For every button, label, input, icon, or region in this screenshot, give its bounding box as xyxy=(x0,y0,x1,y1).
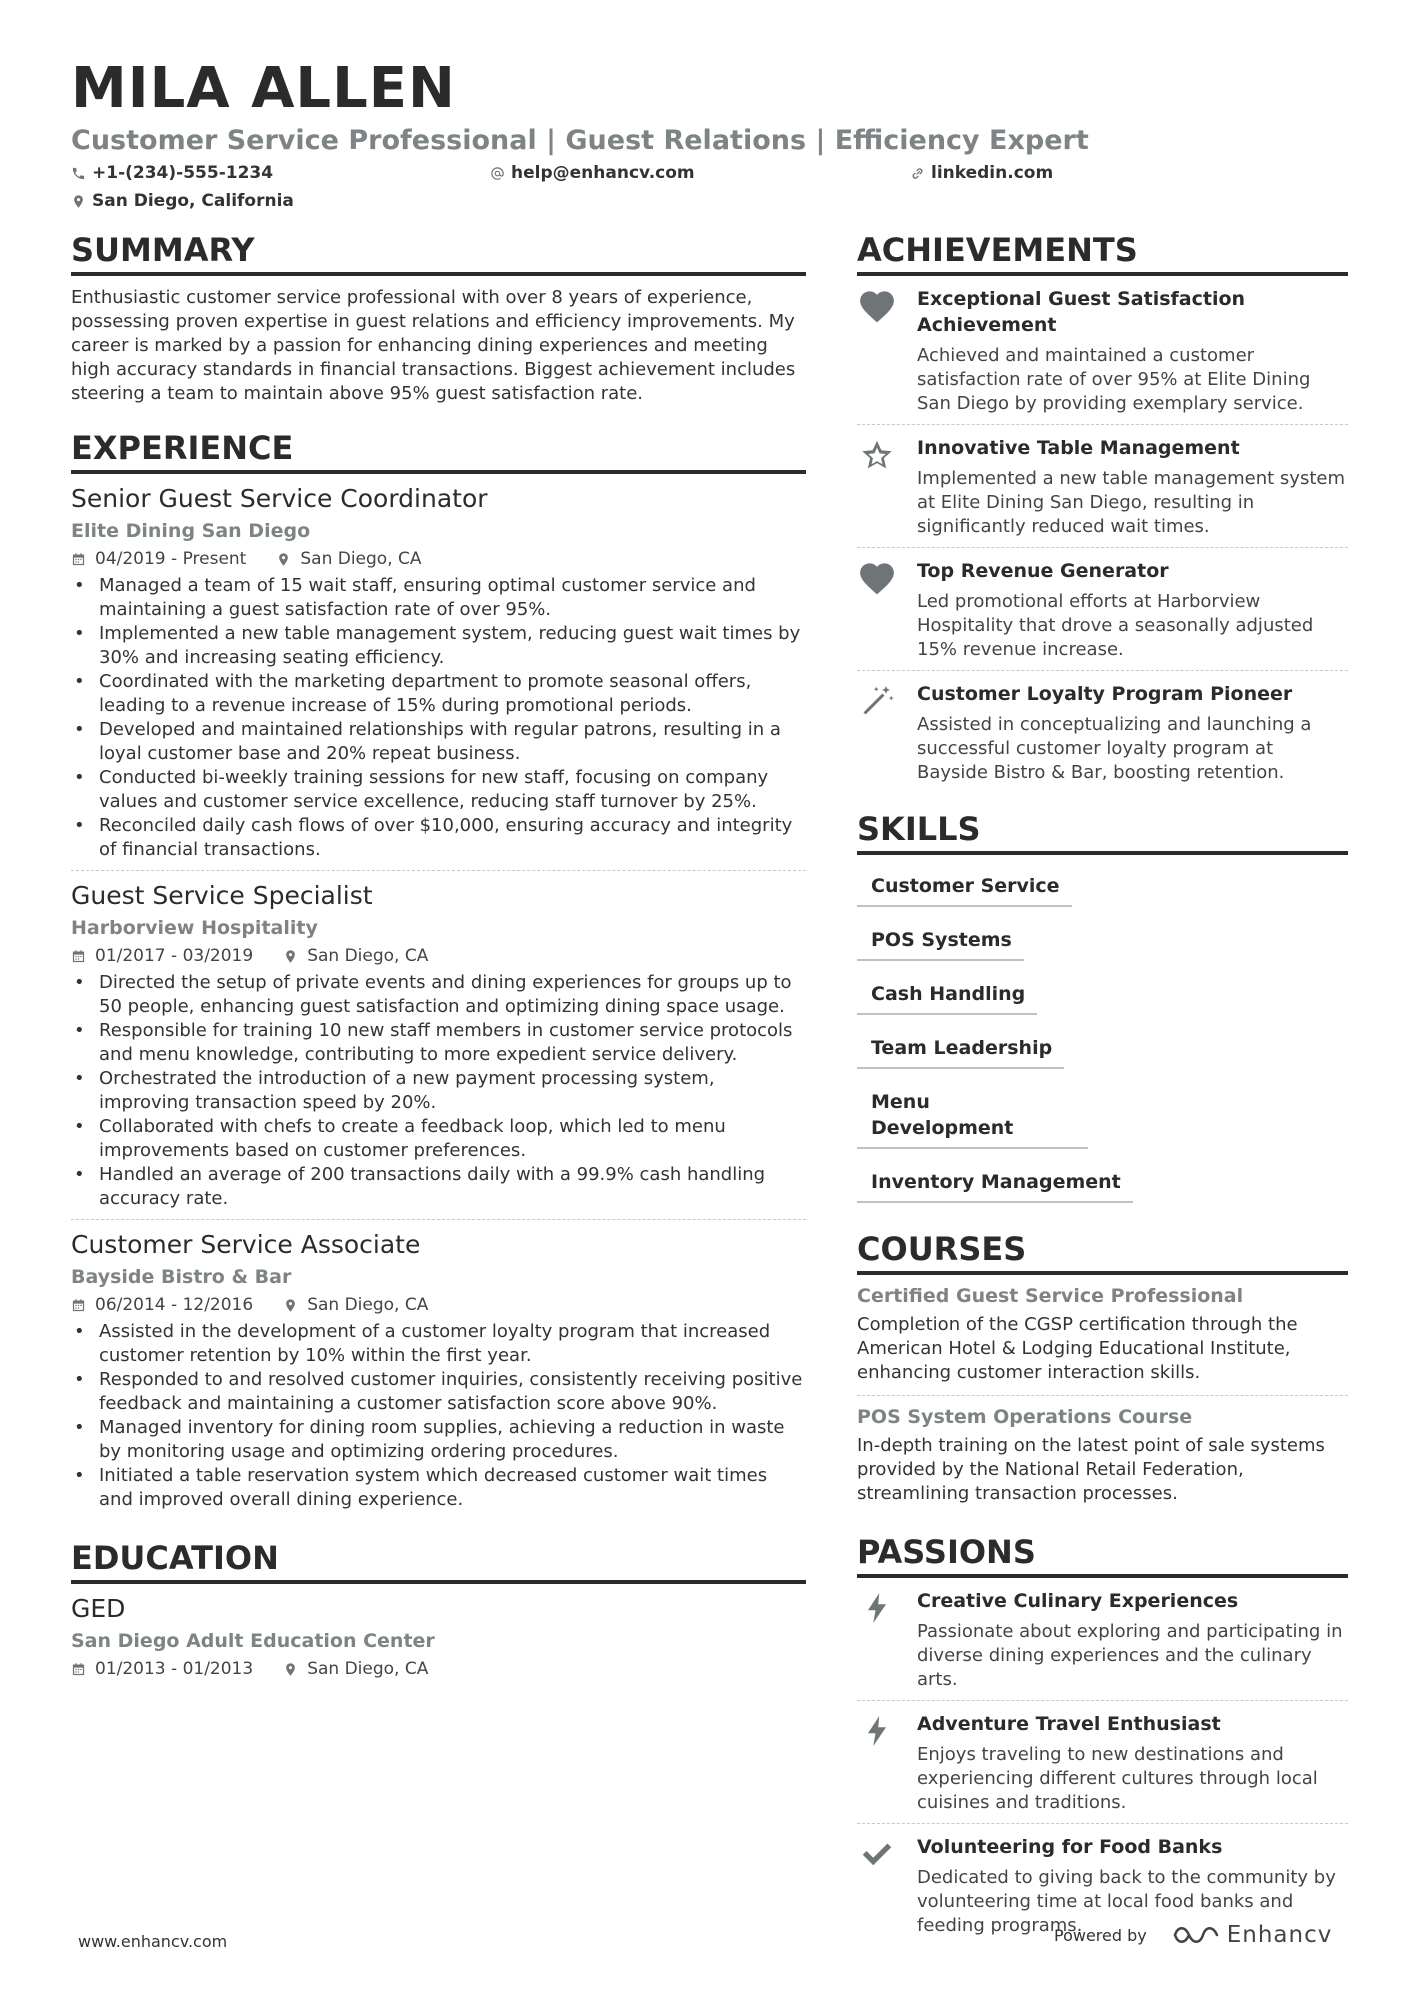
job-title: Guest Service Specialist xyxy=(71,881,373,910)
email-text[interactable]: help@enhancv.com xyxy=(511,163,695,183)
job-dates xyxy=(71,1292,253,1318)
contact-row-2 xyxy=(71,188,1341,214)
course-desc: In-depth training on the latest point of sale systems provided by the National Retail Federation, streamlining transaction processes. xyxy=(857,1435,1325,1504)
contact-email xyxy=(490,160,910,186)
achievement-icon-wrap xyxy=(857,681,917,785)
course-title: POS System Operations Course xyxy=(857,1406,1193,1428)
passion-icon-wrap xyxy=(857,1588,917,1692)
job-location xyxy=(283,943,428,969)
candidate-name: MILA ALLEN xyxy=(71,56,456,121)
job-meta xyxy=(71,546,806,572)
job-location-text: San Diego, CA xyxy=(300,549,422,569)
at-icon xyxy=(490,166,505,181)
job-dates-text: 01/2017 - 03/2019 xyxy=(95,946,254,966)
course-item xyxy=(857,1395,1348,1516)
job-bullets xyxy=(71,574,806,862)
job-bullet: • Initiated a table reservation system which decreased customer wait times and improved overall dining experience. xyxy=(71,1464,806,1512)
contact-row xyxy=(71,160,1341,186)
location-pin-icon xyxy=(283,1662,298,1677)
education-location xyxy=(283,1656,428,1682)
experience-section xyxy=(71,430,806,1520)
passion-icon-wrap xyxy=(857,1711,917,1815)
candidate-tagline: Customer Service Professional | Guest Relations | Efficiency Expert xyxy=(71,125,1089,156)
skill-tag: Customer Service xyxy=(857,869,1072,907)
skill-tag: Cash Handling xyxy=(857,977,1037,1015)
skills-section xyxy=(857,811,1348,1203)
job-bullet: • Developed and maintained relationships with regular patrons, resulting in a loyal customer base and 20% repeat business. xyxy=(71,718,806,766)
job-bullet: • Collaborated with chefs to create a feedback loop, which led to menu improvements based on customer preferences. xyxy=(71,1115,806,1163)
achievement-icon-wrap xyxy=(857,558,917,662)
passion-title: Volunteering for Food Banks xyxy=(917,1836,1223,1858)
achievement-body xyxy=(917,435,1348,539)
job-dates xyxy=(71,943,253,969)
achievements-section xyxy=(857,232,1348,793)
passion-desc: Passionate about exploring and participating in diverse dining experiences and the culinary arts. xyxy=(917,1621,1343,1690)
skill-tag: Inventory Management xyxy=(857,1165,1133,1203)
job-bullet: • Managed a team of 15 wait staff, ensuring optimal customer service and maintaining a guest satisfaction rate of over 95%. xyxy=(71,574,806,622)
summary-section xyxy=(71,232,806,406)
location-text: San Diego, California xyxy=(92,191,294,211)
education-meta xyxy=(71,1656,806,1682)
education-degree: GED xyxy=(71,1594,126,1623)
job-meta xyxy=(71,1292,806,1318)
job-dates-text: 06/2014 - 12/2016 xyxy=(95,1295,254,1315)
courses-title: COURSES xyxy=(857,1231,1348,1275)
achievement-item xyxy=(857,424,1348,547)
achievement-desc: Achieved and maintained a customer satisfaction rate of over 95% at Elite Dining San Diego by providing exemplary service. xyxy=(917,345,1311,414)
passion-title: Creative Culinary Experiences xyxy=(917,1590,1239,1612)
course-desc: Completion of the CGSP certification through the American Hotel & Lodging Educational Institute, enhancing customer interaction skills. xyxy=(857,1314,1298,1383)
calendar-icon xyxy=(71,552,86,567)
achievement-item xyxy=(857,547,1348,670)
linkedin-text[interactable]: linkedin.com xyxy=(931,163,1054,183)
job-bullets xyxy=(71,971,806,1211)
passion-body xyxy=(917,1588,1348,1692)
education-title: EDUCATION xyxy=(71,1540,806,1584)
star-icon xyxy=(857,437,897,473)
achievement-title: Customer Loyalty Program Pioneer xyxy=(917,683,1293,705)
link-icon xyxy=(910,166,925,181)
enhancv-brand-text: Enhancv xyxy=(1226,1922,1333,1948)
passions-section xyxy=(857,1534,1348,1946)
contact-linkedin xyxy=(910,160,1053,186)
achievement-desc: Assisted in conceptualizing and launching a successful customer loyalty program at Bayside Bistro & Bar, boosting retention. xyxy=(917,714,1312,783)
job-bullet: • Responsible for training 10 new staff members in customer service protocols and menu knowledge, contributing to more expedient service delivery. xyxy=(71,1019,806,1067)
job-bullets xyxy=(71,1320,806,1512)
location-pin-icon xyxy=(71,194,86,209)
location-pin-icon xyxy=(283,1298,298,1313)
achievement-icon-wrap xyxy=(857,435,917,539)
job-title: Senior Guest Service Coordinator xyxy=(71,484,488,513)
checkmark-icon xyxy=(857,1836,897,1872)
job-location-text: San Diego, CA xyxy=(307,946,429,966)
passion-desc: Dedicated to giving back to the community by volunteering time at local food banks and feeding programs. xyxy=(917,1867,1336,1936)
summary-text: Enthusiastic customer service professional with over 8 years of experience, possessing proven expertise in guest relations and efficiency improvements. My career is marked by a passion for enhancing dining experiences and meeting high accuracy standards in financial transactions. Biggest achievement includes steering a team to maintain above 95% guest satisfaction rate. xyxy=(71,287,796,404)
heart-icon xyxy=(857,288,897,324)
job-bullet: • Assisted in the development of a customer loyalty program that increased customer retention by 10% within the first year. xyxy=(71,1320,806,1368)
footer-website[interactable]: www.enhancv.com xyxy=(78,1932,228,1951)
job-bullet: • Directed the setup of private events and dining experiences for groups up to 50 people, enhancing guest satisfaction and optimizing dining space usage. xyxy=(71,971,806,1019)
achievement-desc: Led promotional efforts at Harborview Hospitality that drove a seasonally adjusted 15% revenue increase. xyxy=(917,591,1314,660)
job-location xyxy=(276,546,421,572)
achievement-title: Exceptional Guest Satisfaction Achievement xyxy=(917,288,1246,336)
achievement-item xyxy=(857,276,1348,424)
footer-branding xyxy=(1054,1922,1332,1948)
job-dates-text: 04/2019 - Present xyxy=(95,549,247,569)
passions-title: PASSIONS xyxy=(857,1534,1348,1578)
courses-section xyxy=(857,1231,1348,1516)
calendar-icon xyxy=(71,949,86,964)
magic-wand-icon xyxy=(857,683,897,719)
achievements-title: ACHIEVEMENTS xyxy=(857,232,1348,276)
experience-title: EXPERIENCE xyxy=(71,430,806,474)
passion-title: Adventure Travel Enthusiast xyxy=(917,1713,1221,1735)
lightning-icon xyxy=(857,1713,897,1749)
location-pin-icon xyxy=(283,949,298,964)
lightning-icon xyxy=(857,1590,897,1626)
passion-desc: Enjoys traveling to new destinations and experiencing different cultures through local cuisines and traditions. xyxy=(917,1744,1318,1813)
passion-item xyxy=(857,1578,1348,1700)
job-bullet: • Responded to and resolved customer inquiries, consistently receiving positive feedback and maintaining a customer satisfaction score above 90%. xyxy=(71,1368,806,1416)
achievement-icon-wrap xyxy=(857,286,917,416)
job-location xyxy=(283,1292,428,1318)
enhancv-logo-icon xyxy=(1171,1922,1219,1948)
enhancv-logo[interactable] xyxy=(1171,1922,1333,1948)
calendar-icon xyxy=(71,1298,86,1313)
resume-header xyxy=(71,56,1341,214)
phone-icon xyxy=(71,166,86,181)
powered-by-label: Powered by xyxy=(1054,1925,1147,1945)
job-entry xyxy=(71,474,806,870)
achievement-title: Top Revenue Generator xyxy=(917,560,1169,582)
summary-title: SUMMARY xyxy=(71,232,806,276)
achievement-body xyxy=(917,286,1348,416)
achievement-title: Innovative Table Management xyxy=(917,437,1240,459)
job-bullet: • Orchestrated the introduction of a new payment processing system, improving transaction speed by 20%. xyxy=(71,1067,806,1115)
job-bullet: • Coordinated with the marketing department to promote seasonal offers, leading to a revenue increase of 15% during promotional periods. xyxy=(71,670,806,718)
heart-icon xyxy=(857,560,897,596)
calendar-icon xyxy=(71,1662,86,1677)
job-meta xyxy=(71,943,806,969)
skill-tag: Team Leadership xyxy=(857,1031,1064,1069)
skills-title: SKILLS xyxy=(857,811,1348,855)
contact-phone xyxy=(71,160,490,186)
education-dates-text: 01/2013 - 01/2013 xyxy=(95,1659,254,1679)
skill-tag: POS Systems xyxy=(857,923,1024,961)
right-column xyxy=(857,232,1348,1970)
location-pin-icon xyxy=(276,552,291,567)
education-entry xyxy=(71,1584,806,1690)
job-company: Harborview Hospitality xyxy=(71,917,318,939)
course-title: Certified Guest Service Professional xyxy=(857,1285,1244,1307)
job-bullet: • Reconciled daily cash flows of over $10,000, ensuring accuracy and integrity of financial transactions. xyxy=(71,814,806,862)
education-dates xyxy=(71,1656,253,1682)
passion-icon-wrap xyxy=(857,1834,917,1938)
phone-text[interactable]: +1-(234)-555-1234 xyxy=(92,163,274,183)
contact-location xyxy=(71,188,294,214)
education-school: San Diego Adult Education Center xyxy=(71,1630,435,1652)
skill-tag: Menu Development xyxy=(857,1085,1088,1149)
passion-body xyxy=(917,1711,1348,1815)
achievement-item xyxy=(857,670,1348,793)
passion-item xyxy=(857,1700,1348,1823)
education-section xyxy=(71,1540,806,1690)
course-item xyxy=(857,1275,1348,1395)
job-company: Bayside Bistro & Bar xyxy=(71,1266,292,1288)
job-bullet: • Handled an average of 200 transactions daily with a 99.9% cash handling accuracy rate. xyxy=(71,1163,806,1211)
job-bullet: • Implemented a new table management system, reducing guest wait times by 30% and increasing seating efficiency. xyxy=(71,622,806,670)
achievement-desc: Implemented a new table management system at Elite Dining San Diego, resulting in significantly reduced wait times. xyxy=(917,468,1346,537)
job-bullet: • Conducted bi-weekly training sessions for new staff, focusing on company values and customer service excellence, reducing staff turnover by 25%. xyxy=(71,766,806,814)
left-column xyxy=(71,232,806,1714)
job-entry xyxy=(71,1219,806,1520)
job-title: Customer Service Associate xyxy=(71,1230,421,1259)
job-dates xyxy=(71,546,246,572)
job-entry xyxy=(71,870,806,1219)
job-location-text: San Diego, CA xyxy=(307,1295,429,1315)
job-company: Elite Dining San Diego xyxy=(71,520,311,542)
education-location-text: San Diego, CA xyxy=(307,1659,429,1679)
job-bullet: • Managed inventory for dining room supplies, achieving a reduction in waste by monitoring usage and optimizing ordering procedures. xyxy=(71,1416,806,1464)
achievement-body xyxy=(917,558,1348,662)
achievement-body xyxy=(917,681,1348,785)
skills-list xyxy=(857,869,1348,1203)
